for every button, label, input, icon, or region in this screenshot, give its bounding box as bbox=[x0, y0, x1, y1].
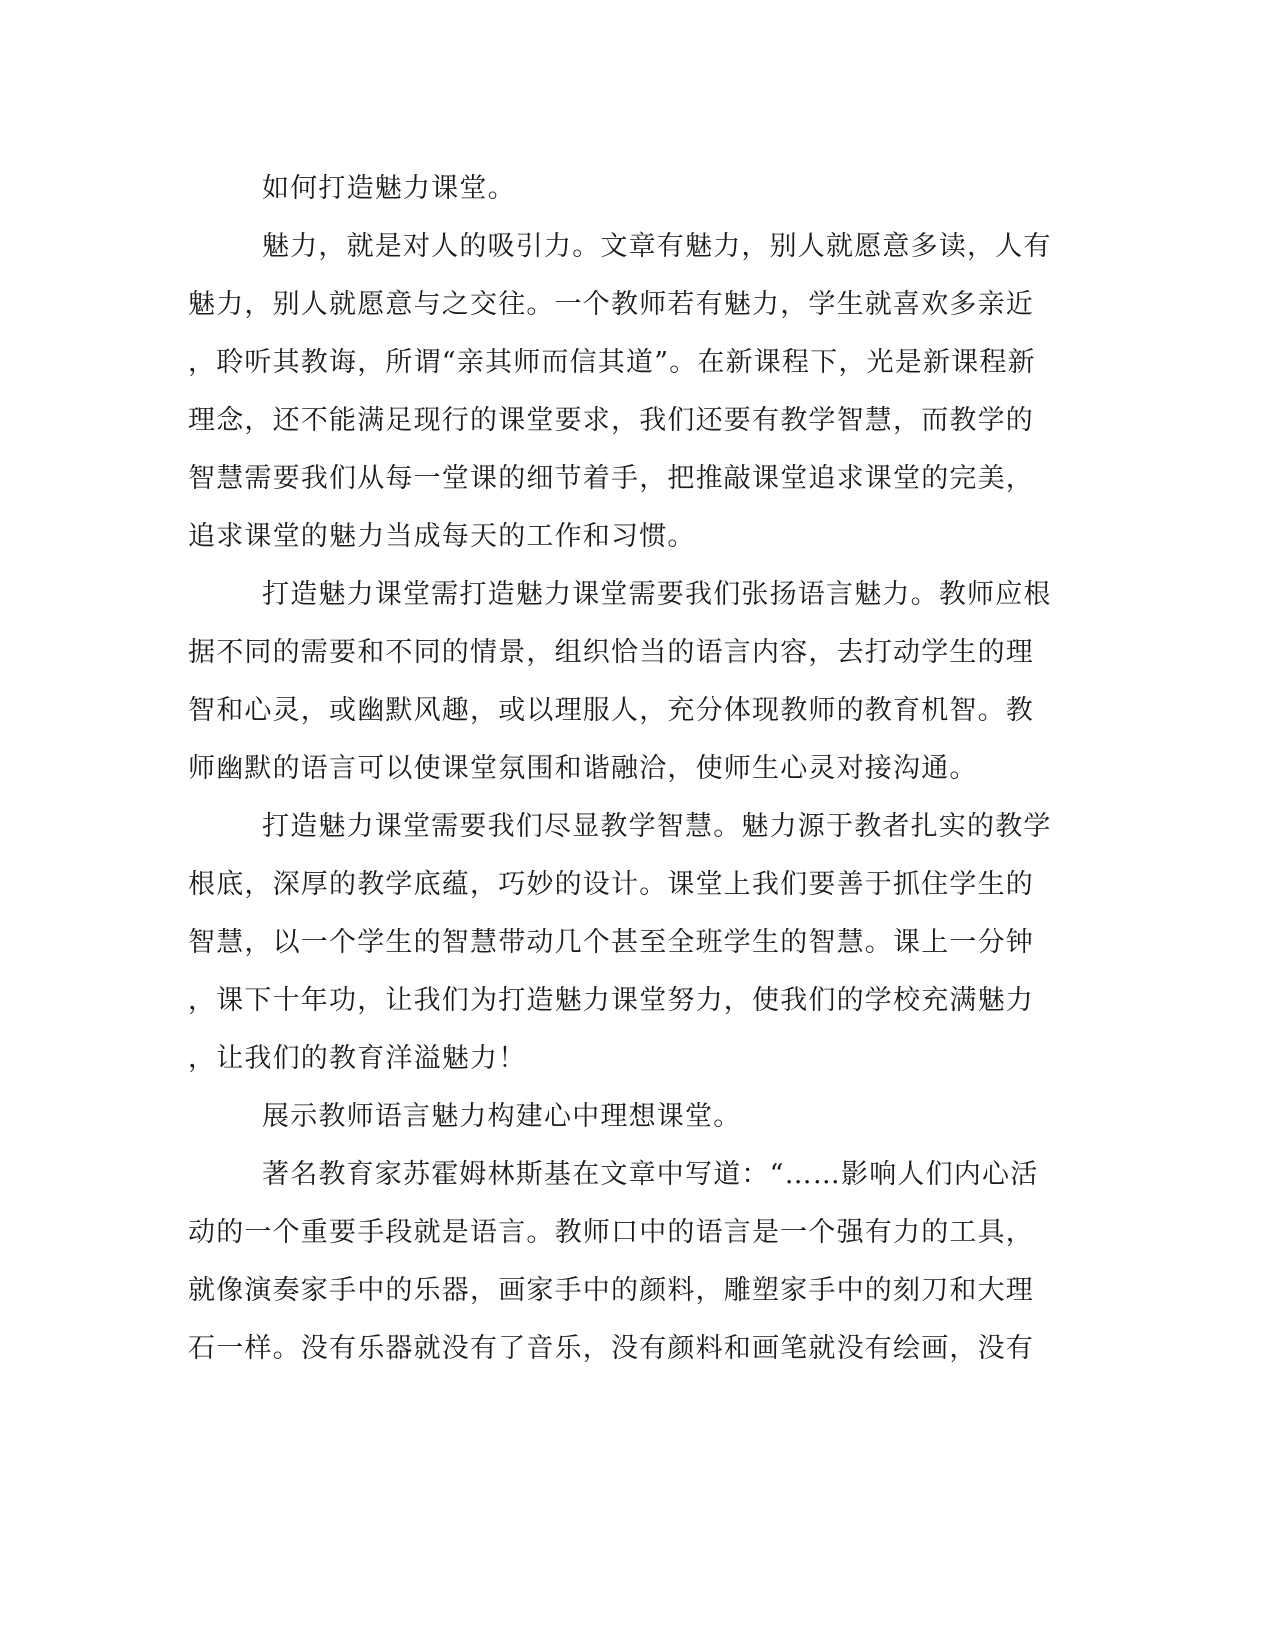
text-line: 展示教师语言魅力构建心中理想课堂。 bbox=[262, 1101, 742, 1132]
text-line: 打造魅力课堂需打造魅力课堂需要我们张扬语言魅力。教师应根 bbox=[262, 579, 1052, 610]
text-line: 理念，还不能满足现行的课堂要求，我们还要有教学智慧，而教学的 bbox=[188, 405, 1034, 436]
text-line: 魅力，就是对人的吸引力。文章有魅力，别人就愿意多读，人有 bbox=[262, 231, 1052, 262]
document-body bbox=[188, 160, 1068, 1378]
text-line: 智和心灵，或幽默风趣，或以理服人，充分体现教师的教育机智。教 bbox=[188, 695, 1034, 726]
text-line: 智慧需要我们从每一堂课的细节着手，把推敲课堂追求课堂的完美， bbox=[188, 463, 1034, 494]
text-line: ，让我们的教育洋溢魅力！ bbox=[188, 1043, 527, 1074]
text-line: 著名教育家苏霍姆林斯基在文章中写道：“……影响人们内心活 bbox=[262, 1159, 1039, 1190]
text-line: 师幽默的语言可以使课堂氛围和谐融洽，使师生心灵对接沟通。 bbox=[188, 753, 978, 784]
text-line: 智慧，以一个学生的智慧带动几个甚至全班学生的智慧。课上一分钟 bbox=[188, 927, 1034, 958]
text-line: 动的一个重要手段就是语言。教师口中的语言是一个强有力的工具， bbox=[188, 1217, 1034, 1248]
text-line: 魅力，别人就愿意与之交往。一个教师若有魅力，学生就喜欢多亲近 bbox=[188, 289, 1034, 320]
text-line: ，聆听其教诲，所谓“亲其师而信其道”。在新课程下，光是新课程新 bbox=[188, 347, 1036, 378]
text-line: 据不同的需要和不同的情景，组织恰当的语言内容，去打动学生的理 bbox=[188, 637, 1034, 668]
text-line: ，课下十年功，让我们为打造魅力课堂努力，使我们的学校充满魅力 bbox=[188, 985, 1034, 1016]
text-line: 根底，深厚的教学底蕴，巧妙的设计。课堂上我们要善于抓住学生的 bbox=[188, 869, 1034, 900]
text-line: 打造魅力课堂需要我们尽显教学智慧。魅力源于教者扎实的教学 bbox=[262, 811, 1052, 842]
text-line: 追求课堂的魅力当成每天的工作和习惯。 bbox=[188, 521, 696, 552]
text-line: 石一样。没有乐器就没有了音乐，没有颜料和画笔就没有绘画，没有 bbox=[188, 1333, 1034, 1364]
text-line: 就像演奏家手中的乐器，画家手中的颜料，雕塑家手中的刻刀和大理 bbox=[188, 1275, 1034, 1306]
text-line: 如何打造魅力课堂。 bbox=[262, 173, 516, 204]
